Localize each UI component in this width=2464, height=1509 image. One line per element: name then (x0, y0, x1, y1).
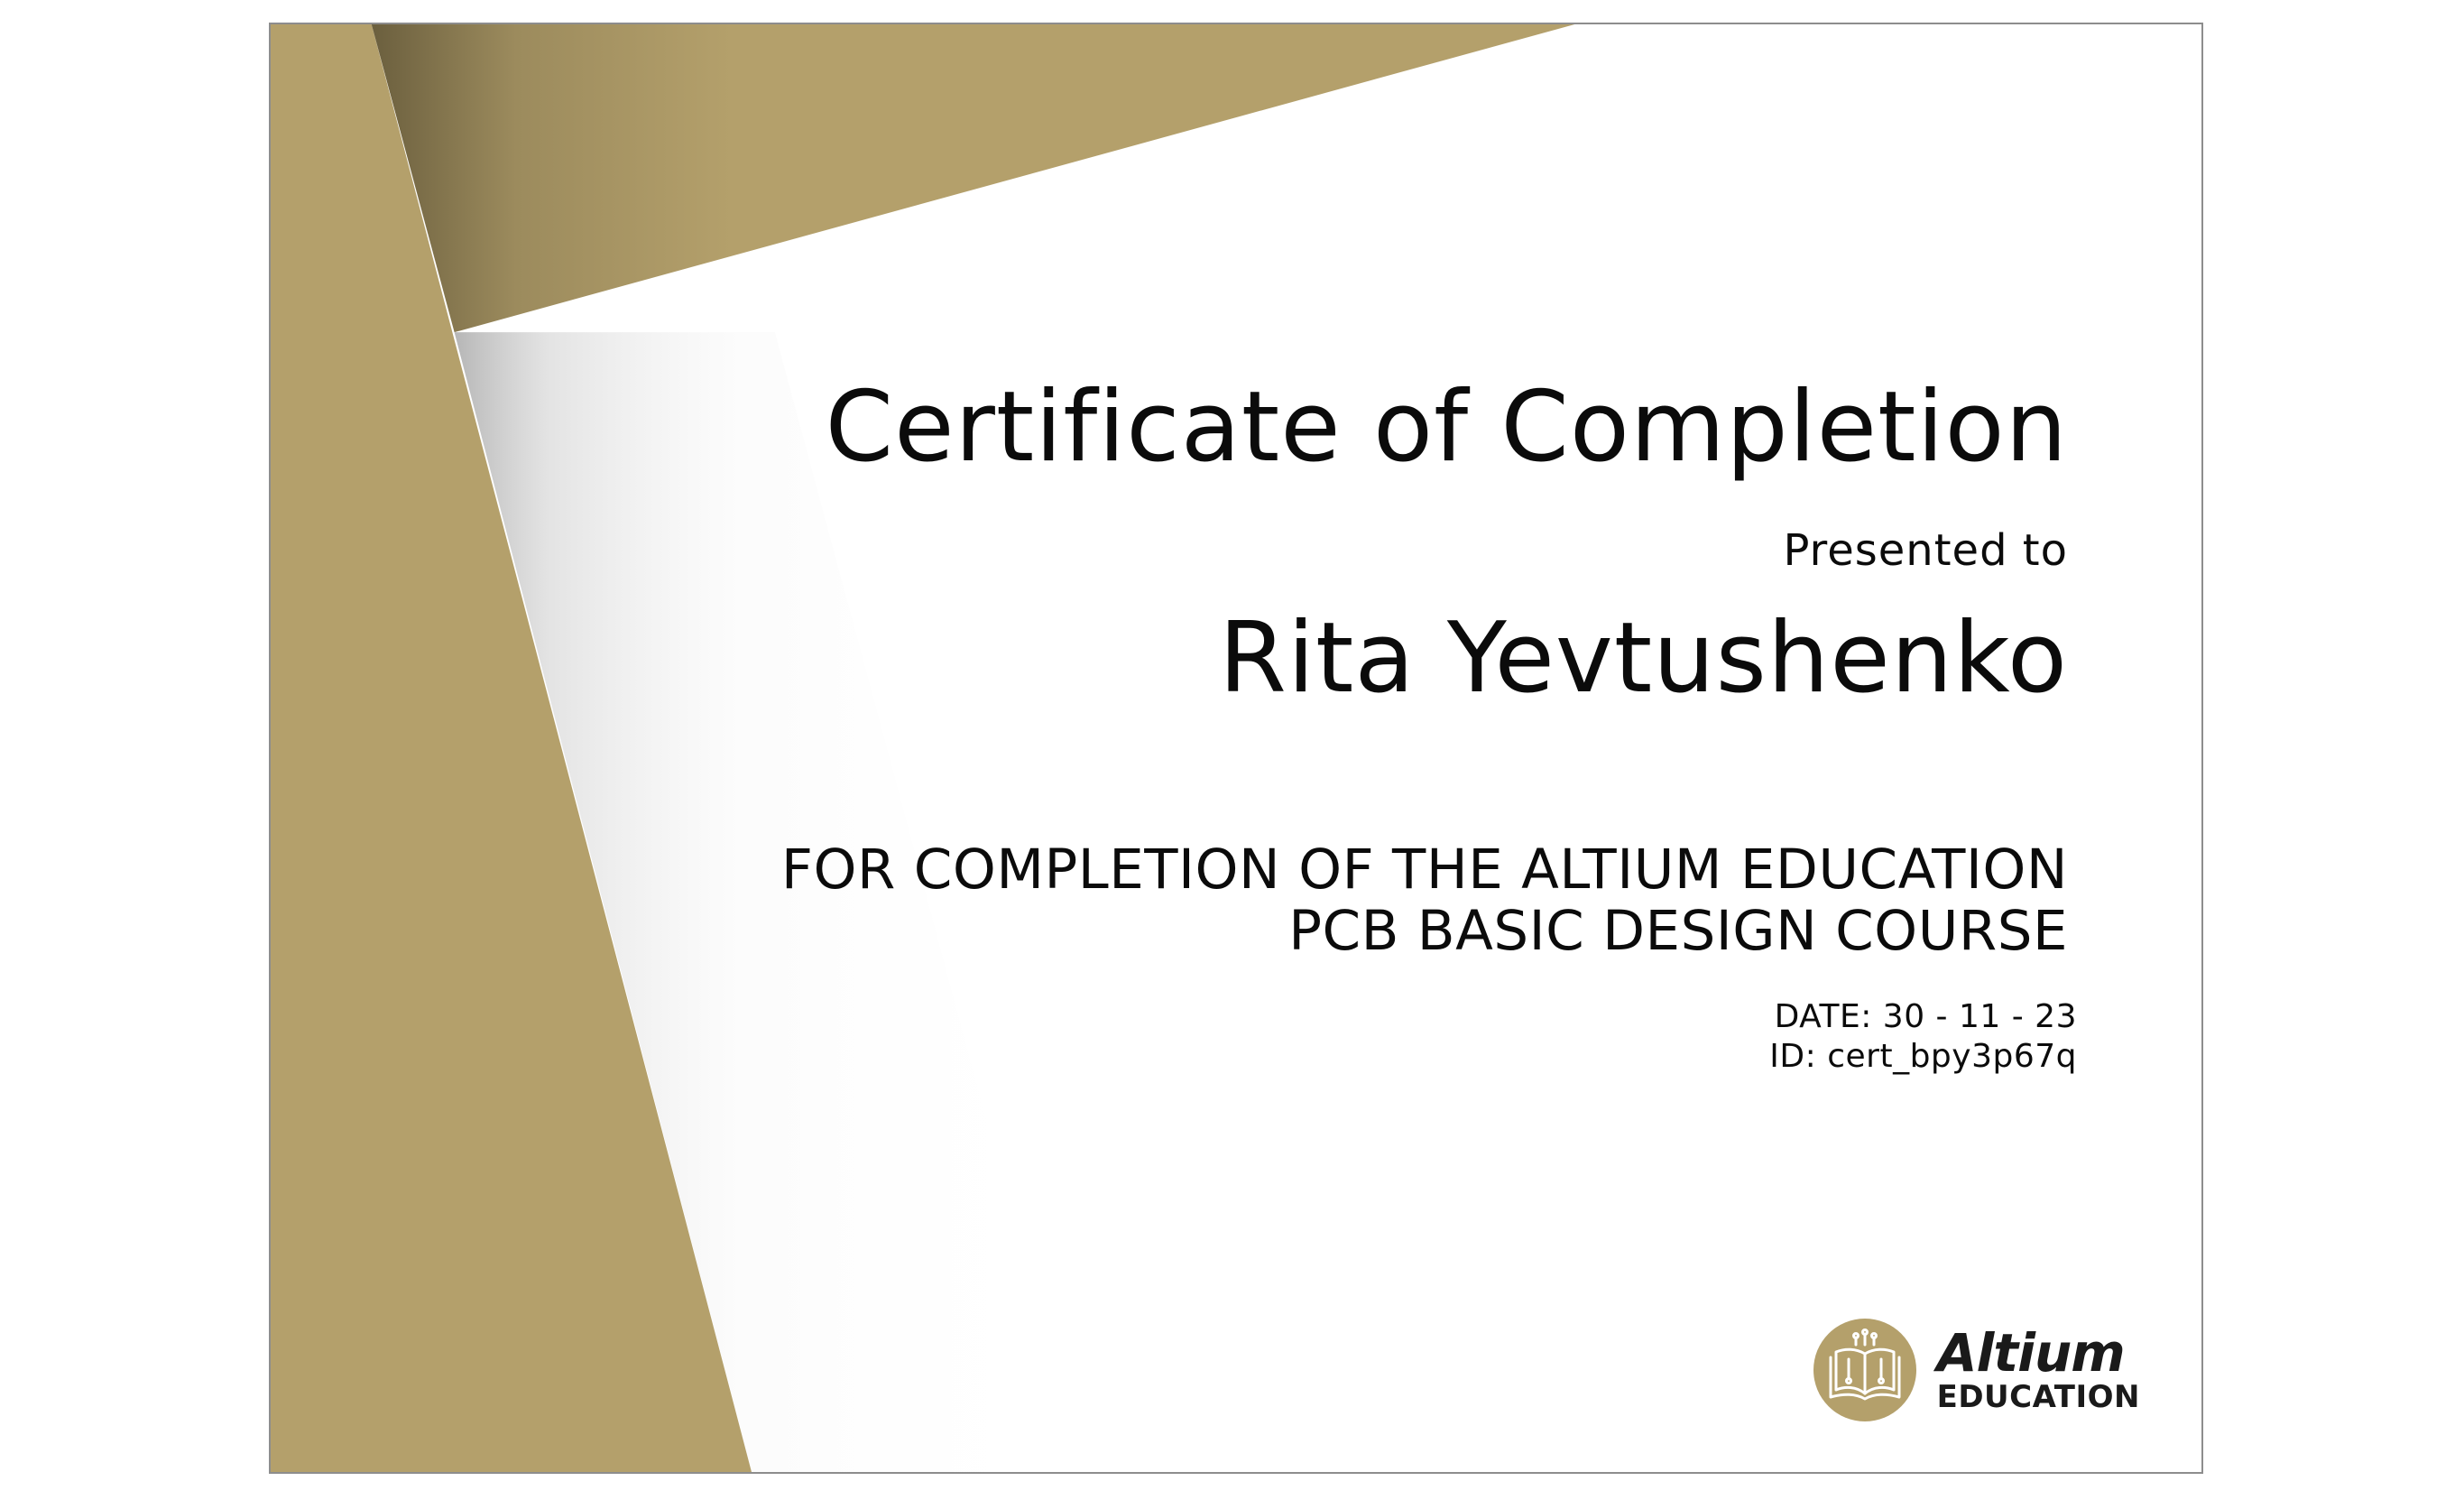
certificate-id: ID: cert_bpy3p67q (1769, 1038, 2077, 1075)
certificate-date: DATE: 30 - 11 - 23 (1774, 998, 2077, 1035)
presented-to-label: Presented to (1783, 525, 2068, 576)
gold-band-top (372, 24, 1575, 332)
certificate-background (271, 24, 2201, 1472)
certificate-meta (1769, 997, 2077, 1077)
course-line-1: FOR COMPLETION OF THE ALTIUM EDUCATION (780, 838, 2068, 902)
logo-subtitle: EDUCATION (1936, 1379, 2140, 1415)
course-line-2: PCB BASIC DESIGN COURSE (1288, 899, 2068, 963)
certificate (269, 23, 2203, 1474)
certificate-title: Certificate of Completion (825, 371, 2068, 484)
logo-brand: Altium (1936, 1322, 2125, 1384)
open-book-circuit-icon (1813, 1318, 1917, 1422)
course-description (781, 839, 2068, 962)
logo-wordmark (1936, 1322, 2140, 1415)
altium-education-logo (1813, 1318, 2140, 1422)
recipient-name: Rita Yevtushenko (1218, 602, 2068, 715)
